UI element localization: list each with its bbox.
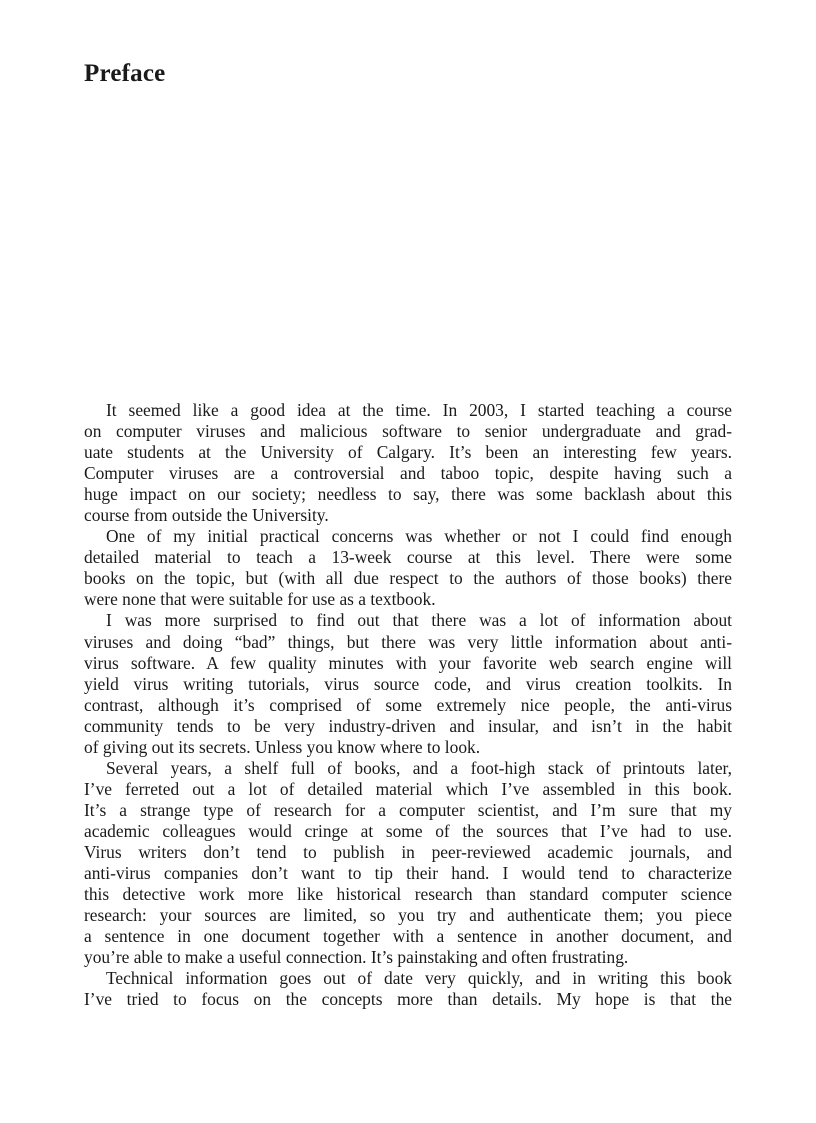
text-line: on computer viruses and malicious software to senior undergraduate and grad- xyxy=(84,421,732,442)
text-line: books on the topic, but (with all due respect to the authors of those books) there xyxy=(84,568,732,589)
text-line: Computer viruses are a controversial and taboo topic, despite having such a xyxy=(84,463,732,484)
chapter-title: Preface xyxy=(84,60,166,87)
paragraph xyxy=(84,758,732,968)
preface-body xyxy=(84,400,732,1010)
text-line: I’ve tried to focus on the concepts more than details. My hope is that the xyxy=(84,989,732,1010)
paragraph xyxy=(84,400,732,526)
paragraph xyxy=(84,968,732,1010)
text-line: course from outside the University. xyxy=(84,505,329,526)
paragraph xyxy=(84,610,732,757)
text-line: viruses and doing “bad” things, but there was very little information about anti- xyxy=(84,631,732,652)
text-line: detailed material to teach a 13-week course at this level. There were some xyxy=(84,547,732,568)
text-line: I’ve ferreted out a lot of detailed material which I’ve assembled in this book. xyxy=(84,778,732,799)
text-line: contrast, although it’s comprised of some extremely nice people, the anti-virus xyxy=(84,694,732,715)
text-line: a sentence in one document together with a sentence in another document, and xyxy=(84,926,732,947)
text-line: Virus writers don’t tend to publish in peer-reviewed academic journals, and xyxy=(84,841,732,862)
text-line: Several years, a shelf full of books, and a foot-high stack of printouts later, xyxy=(106,757,732,778)
text-line: One of my initial practical concerns was whether or not I could find enough xyxy=(106,526,732,547)
text-line: It’s a strange type of research for a computer scientist, and I’m sure that my xyxy=(84,799,732,820)
text-line: I was more surprised to find out that there was a lot of information about xyxy=(106,610,732,631)
text-line: huge impact on our society; needless to say, there was some backlash about this xyxy=(84,484,732,505)
text-line: academic colleagues would cringe at some of the sources that I’ve had to use. xyxy=(84,820,732,841)
text-line: anti-virus companies don’t want to tip their hand. I would tend to characterize xyxy=(84,863,732,884)
text-line: you’re able to make a useful connection. It’s painstaking and often frustrating. xyxy=(84,947,629,968)
text-line: uate students at the University of Calgary. It’s been an interesting few years. xyxy=(84,442,732,463)
text-line: Technical information goes out of date very quickly, and in writing this book xyxy=(106,968,732,989)
text-line: It seemed like a good idea at the time. In 2003, I started teaching a course xyxy=(106,400,732,420)
text-line: community tends to be very industry-driven and insular, and isn’t in the habit xyxy=(84,715,732,736)
text-line: of giving out its secrets. Unless you know where to look. xyxy=(84,736,481,757)
text-line: yield virus writing tutorials, virus source code, and virus creation toolkits. In xyxy=(84,673,732,694)
text-line: research: your sources are limited, so you try and authenticate them; you piece xyxy=(84,905,732,926)
text-line: virus software. A few quality minutes with your favorite web search engine will xyxy=(84,652,732,673)
text-line: this detective work more like historical research than standard computer science xyxy=(84,884,732,905)
text-line: were none that were suitable for use as a textbook. xyxy=(84,589,436,610)
paragraph xyxy=(84,526,732,610)
